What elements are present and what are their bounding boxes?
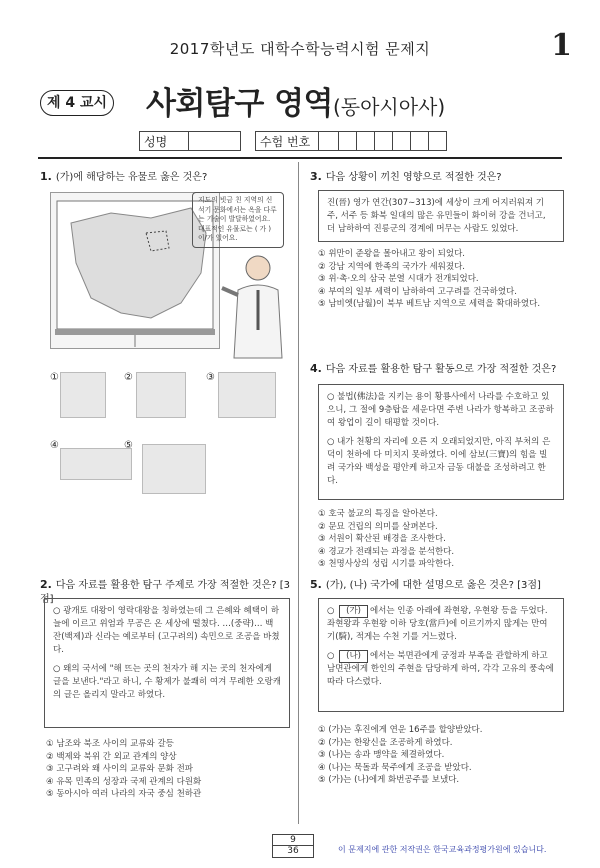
q3-option[interactable]: ④ 부여의 일부 세력이 남하하여 고구려를 건국하였다. xyxy=(318,286,517,297)
q5-option[interactable]: ② (가)는 한왕신을 조공하게 하였다. xyxy=(318,737,453,748)
number-field[interactable] xyxy=(393,131,411,151)
q5-para-a: ○ (가) 에서는 인종 아래에 좌현왕, 우현왕 등을 두었다. 좌현왕과 우현왕 이하 당호(當戶)에 이르기까지 많게는 만여 기(騎), 적게는 수천 기를 거느렸다. xyxy=(327,606,548,642)
q2-options xyxy=(46,738,292,801)
q3-option[interactable]: ① 위만이 준왕을 몰아내고 왕이 되었다. xyxy=(318,249,465,259)
q4-title xyxy=(310,362,565,377)
subject-title xyxy=(146,78,445,123)
name-bar xyxy=(139,131,469,153)
q5-option[interactable]: ① (가)는 후진에게 연운 16주를 할양받았다. xyxy=(318,725,483,735)
number-field[interactable] xyxy=(375,131,393,151)
q5-options xyxy=(318,724,566,787)
q4-option[interactable]: ② 문묘 건립의 의미를 살펴본다. xyxy=(318,521,438,532)
q1-choice-2-image[interactable] xyxy=(136,372,186,418)
q2-option[interactable]: ① 남조와 북조 사이의 교류와 갈등 xyxy=(46,739,174,749)
q2-option[interactable]: ④ 유목 민족의 성장과 국제 관계의 다원화 xyxy=(46,776,202,787)
q1-choice-3-label: ③ xyxy=(206,372,215,383)
q2-prompt: 다음 자료를 활용한 탐구 주제로 가장 적절한 것은? [3점] xyxy=(40,580,291,605)
q3-passage-box: 진(晉) 영가 연간(307∼313)에 세상이 크게 어지러워져 기주, 서주 등 화북 일대의 많은 유민들이 화이허 강을 건너고, 더 남하하여 진릉군의 경계에 머무는 사람도 있었다. xyxy=(318,190,564,242)
q4-para-1: ○ 불법(佛法)을 지키는 용이 황룡사에서 나라를 수호하고 있으니, 그 절에 9층탑을 세운다면 주변 나라가 항복하고 조공하여 왕업이 길이 태평할 것이다. xyxy=(327,392,554,428)
teacher-figure xyxy=(220,250,290,360)
q2-source-box xyxy=(44,598,290,728)
column-divider xyxy=(298,162,299,824)
q2-option[interactable]: ③ 고구려와 왜 사이의 교류와 문화 전파 xyxy=(46,764,193,775)
number-field[interactable] xyxy=(339,131,357,151)
q3-title xyxy=(310,170,565,185)
q1-number: 1. xyxy=(40,170,52,183)
q5-option[interactable]: ③ (나)는 송과 맹약을 체결하였다. xyxy=(318,750,445,761)
q1-choice-5-image[interactable] xyxy=(142,444,206,494)
q4-option[interactable]: ④ 경교가 전래되는 과정을 분석한다. xyxy=(318,546,455,557)
q5-number: 5. xyxy=(310,578,322,591)
q1-speech-bubble: 지도의 빗금 친 지역의 신석기 문화에서는 옥을 다루는 기술이 발달하였어요. 대표적인 유물로는 ( 가 ) 이/가 있어요. xyxy=(192,192,284,248)
header-rule xyxy=(38,157,562,159)
number-field[interactable] xyxy=(429,131,447,151)
q4-option[interactable]: ⑤ 천명사상의 성립 시기를 파악한다. xyxy=(318,559,455,570)
q5-label-b: (나) xyxy=(339,650,368,663)
q5-option[interactable]: ④ (나)는 묵돌과 묵주에게 조공을 받았다. xyxy=(318,762,472,773)
q3-number: 3. xyxy=(310,170,322,183)
footer-page-counter xyxy=(272,834,314,858)
teacher-illustration xyxy=(220,250,290,360)
q2-option[interactable]: ⑤ 동아시아 여러 나라의 자국 중심 천하관 xyxy=(46,789,202,800)
q1-choice-1-image[interactable] xyxy=(60,372,106,418)
q1-choice-5-label: ⑤ xyxy=(124,440,133,451)
q5-source-box xyxy=(318,598,564,712)
number-field[interactable] xyxy=(319,131,339,151)
q1-title xyxy=(40,170,290,185)
q4-para-2: ○ 내가 천황의 자리에 오른 지 오래되었지만, 아직 부처의 은덕이 천하에 다 미치지 못하였다. 이에 삼보(三寶)의 힘을 빌려 국가와 백성을 평안케 하고자 금동 대불을 조성하려고 한다. xyxy=(327,437,551,486)
footer-page: 9 xyxy=(290,835,296,845)
number-label: 수험 번호 xyxy=(255,131,319,151)
number-field[interactable] xyxy=(357,131,375,151)
q1-choice-2-label: ② xyxy=(124,372,133,383)
footer-total: 36 xyxy=(273,845,313,856)
q3-option[interactable]: ② 강남 지역에 한족의 국가가 세워졌다. xyxy=(318,261,465,272)
q5-text-a: 에서는 인종 아래에 좌현왕, 우현왕 등을 두었다. 좌현왕과 우현왕 이하 당호(當戶)에 이르기까지 많게는 만여 기(騎), 적게는 수천 기를 거느렸다. xyxy=(327,606,548,642)
q1-choice-4-image[interactable] xyxy=(60,448,132,480)
subject-sub: (동아시아사) xyxy=(332,95,446,119)
number-field[interactable] xyxy=(411,131,429,151)
q1-prompt: (가)에 해당하는 유물로 옳은 것은? xyxy=(55,172,208,183)
exam-title: 2017학년도 대학수학능력시험 문제지 xyxy=(169,40,431,58)
q4-prompt: 다음 자료를 활용한 탐구 활동으로 가장 적절한 것은? xyxy=(325,364,557,375)
subject-main: 사회탐구 영역 xyxy=(146,86,333,122)
q5-para-b: ○ (나) 에서는 북면관에게 궁정과 부족을 관할하게 하고 남면관에게 한인의 주현을 담당하게 하여, 각각 고유의 풍속에 따라 다스렸다. xyxy=(327,651,554,687)
q2-para-2: ○ 왜의 국서에 "해 뜨는 곳의 천자가 해 지는 곳의 천자에게 글을 보낸다."라고 하니, 수 황제가 불쾌히 여겨 무례한 오랑캐의 글은 올리지 말라고 하였다. xyxy=(53,664,281,700)
q5-prompt: (가), (나) 국가에 대한 설명으로 옳은 것은? [3점] xyxy=(325,580,541,591)
name-field[interactable] xyxy=(189,131,241,151)
q4-source-box xyxy=(318,384,564,500)
q5-text-b: 에서는 북면관에게 궁정과 부족을 관할하게 하고 남면관에게 한인의 주현을 담당하게 하여, 각각 고유의 풍속에 따라 다스렸다. xyxy=(327,651,554,687)
q2-number: 2. xyxy=(40,578,52,591)
q4-option[interactable]: ① 호국 불교의 특징을 알아본다. xyxy=(318,509,438,519)
q5-title xyxy=(310,578,565,593)
name-label: 성명 xyxy=(139,131,189,151)
q1-choice-3-image[interactable] xyxy=(218,372,276,418)
q1-choice-4-label: ④ xyxy=(50,440,59,451)
q5-option[interactable]: ⑤ (가)는 (나)에게 화번공주를 보냈다. xyxy=(318,775,460,786)
q3-options xyxy=(318,248,566,311)
q4-option[interactable]: ③ 서원이 확산된 배경을 조사한다. xyxy=(318,534,446,545)
q4-number: 4. xyxy=(310,362,322,375)
q2-para-1: ○ 광개토 대왕이 영락대왕을 칭하였는데 그 은혜와 혜택이 하늘에 이르고 위엄과 무공은 온 세상에 떨쳤다. …(중략)… 백잔(백제)과 신라는 예로부터 (고구려의) 속민으로 조공을 바쳤다. xyxy=(53,606,280,655)
q4-options xyxy=(318,508,566,571)
q3-option[interactable]: ③ 위·촉·오의 삼국 분열 시대가 전개되었다. xyxy=(318,274,479,285)
page-number: 1 xyxy=(551,28,572,63)
q2-option[interactable]: ② 백제와 북위 간 외교 관계의 양상 xyxy=(46,751,177,762)
copyright-notice: 이 문제지에 관한 저작권은 한국교육과정평가원에 있습니다. xyxy=(338,845,547,854)
period-badge: 제 4 교시 xyxy=(40,90,114,116)
q1-choice-1-label: ① xyxy=(50,372,59,383)
q5-label-a: (가) xyxy=(339,605,368,618)
q3-prompt: 다음 상황이 끼친 영향으로 적절한 것은? xyxy=(325,172,502,183)
q3-option[interactable]: ⑤ 남비엣(남월)이 북부 베트남 지역으로 세력을 확대하였다. xyxy=(318,299,541,310)
